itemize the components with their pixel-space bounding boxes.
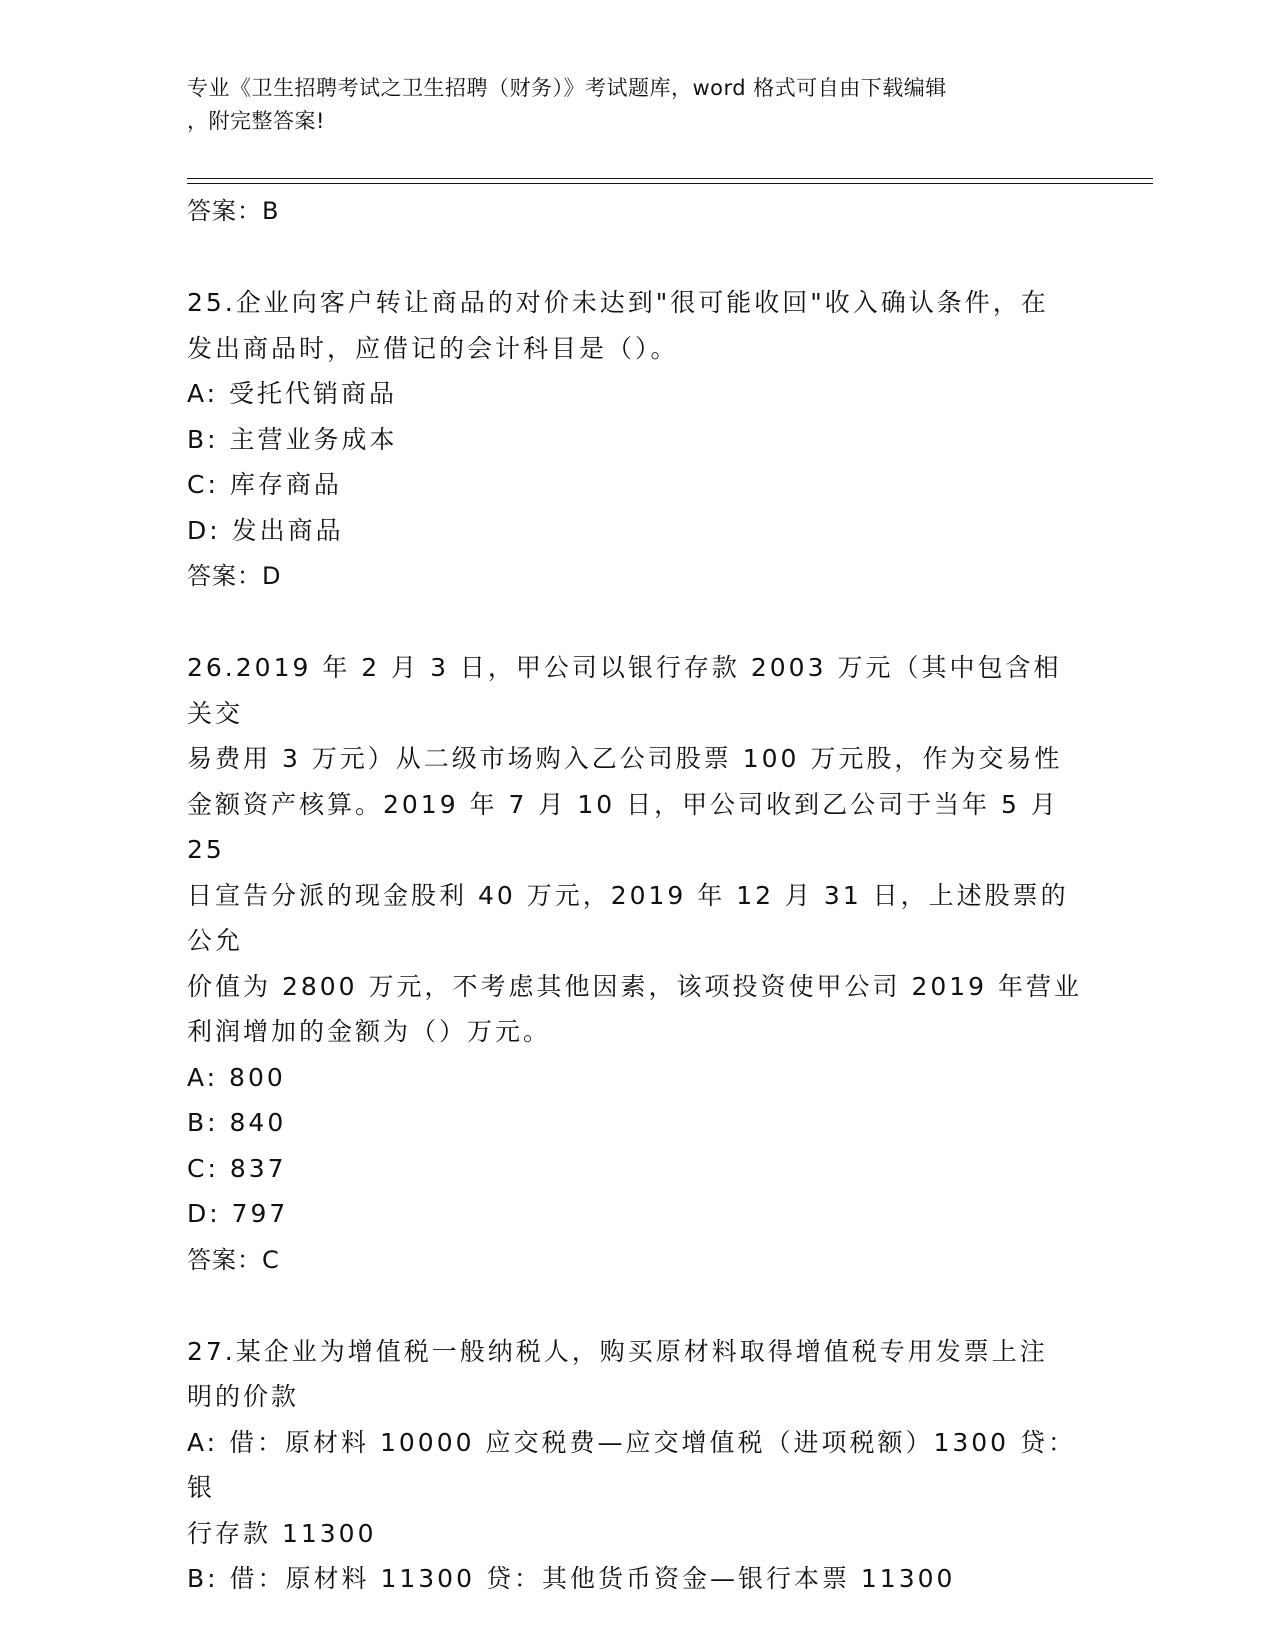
header-line-2: ，附完整答案!	[187, 109, 325, 133]
option-a: A: 借：原材料 10000 应交税费—应交增值税（进项税额）1300 贷：银	[187, 1427, 1077, 1502]
question-text-line: 27.某企业为增值税一般纳税人，购买原材料取得增值税专用发票上注	[187, 1336, 1048, 1366]
option-b: B: 借：原材料 11300 贷：其他货币资金—银行本票 11300	[187, 1564, 956, 1593]
question-text-line: 26.2019 年 2 月 3 日，甲公司以银行存款 2003 万元（其中包含相关交	[187, 653, 1062, 728]
answer-line: 答案：C	[187, 1245, 280, 1274]
option-c: C: 837	[187, 1153, 287, 1183]
answer-line: 答案：D	[187, 562, 282, 590]
question-26	[187, 645, 1087, 1283]
option-a-continued: 行存款 11300	[187, 1518, 377, 1548]
question-text-line: 利润增加的金额为（）万元。	[187, 1017, 552, 1046]
header-line-1: 专业《卫生招聘考试之卫生招聘（财务）》考试题库，word 格式可自由下载编辑	[187, 76, 947, 100]
header-rule-top	[187, 178, 1153, 179]
question-25	[187, 280, 1087, 599]
option-b: B: 840	[187, 1108, 287, 1137]
spacer	[187, 234, 1087, 280]
page-header	[187, 72, 1087, 138]
option-c: C: 库存商品	[187, 470, 342, 499]
option-d: D: 发出商品	[187, 515, 344, 545]
answer-line: 答案：B	[187, 197, 280, 225]
question-text-line: 明的价款	[187, 1382, 300, 1411]
question-text-line: 金额资产核算。2019 年 7 月 10 日，甲公司收到乙公司于当年 5 月 25	[187, 789, 1059, 864]
header-rule-bottom	[187, 183, 1153, 184]
question-text-line: 日宣告分派的现金股利 40 万元，2019 年 12 月 31 日，上述股票的公允	[187, 880, 1069, 955]
question-text-line: 发出商品时，应借记的会计科目是（）。	[187, 333, 679, 363]
option-a: A: 受托代销商品	[187, 379, 398, 408]
spacer	[187, 1283, 1087, 1329]
question-27	[187, 1329, 1087, 1602]
option-b: B: 主营业务成本	[187, 424, 398, 454]
question-text-line: 易费用 3 万元）从二级市场购入乙公司股票 100 万元股，作为交易性	[187, 744, 1063, 773]
question-list	[187, 188, 1087, 1602]
option-d: D: 797	[187, 1199, 289, 1228]
question-text-line: 价值为 2800 万元，不考虑其他因素，该项投资使甲公司 2019 年营业	[187, 971, 1083, 1001]
option-a: A: 800	[187, 1062, 286, 1092]
question-text-line: 25.企业向客户转让商品的对价未达到"很可能收回"收入确认条件，在	[187, 288, 1049, 317]
spacer	[187, 599, 1087, 645]
